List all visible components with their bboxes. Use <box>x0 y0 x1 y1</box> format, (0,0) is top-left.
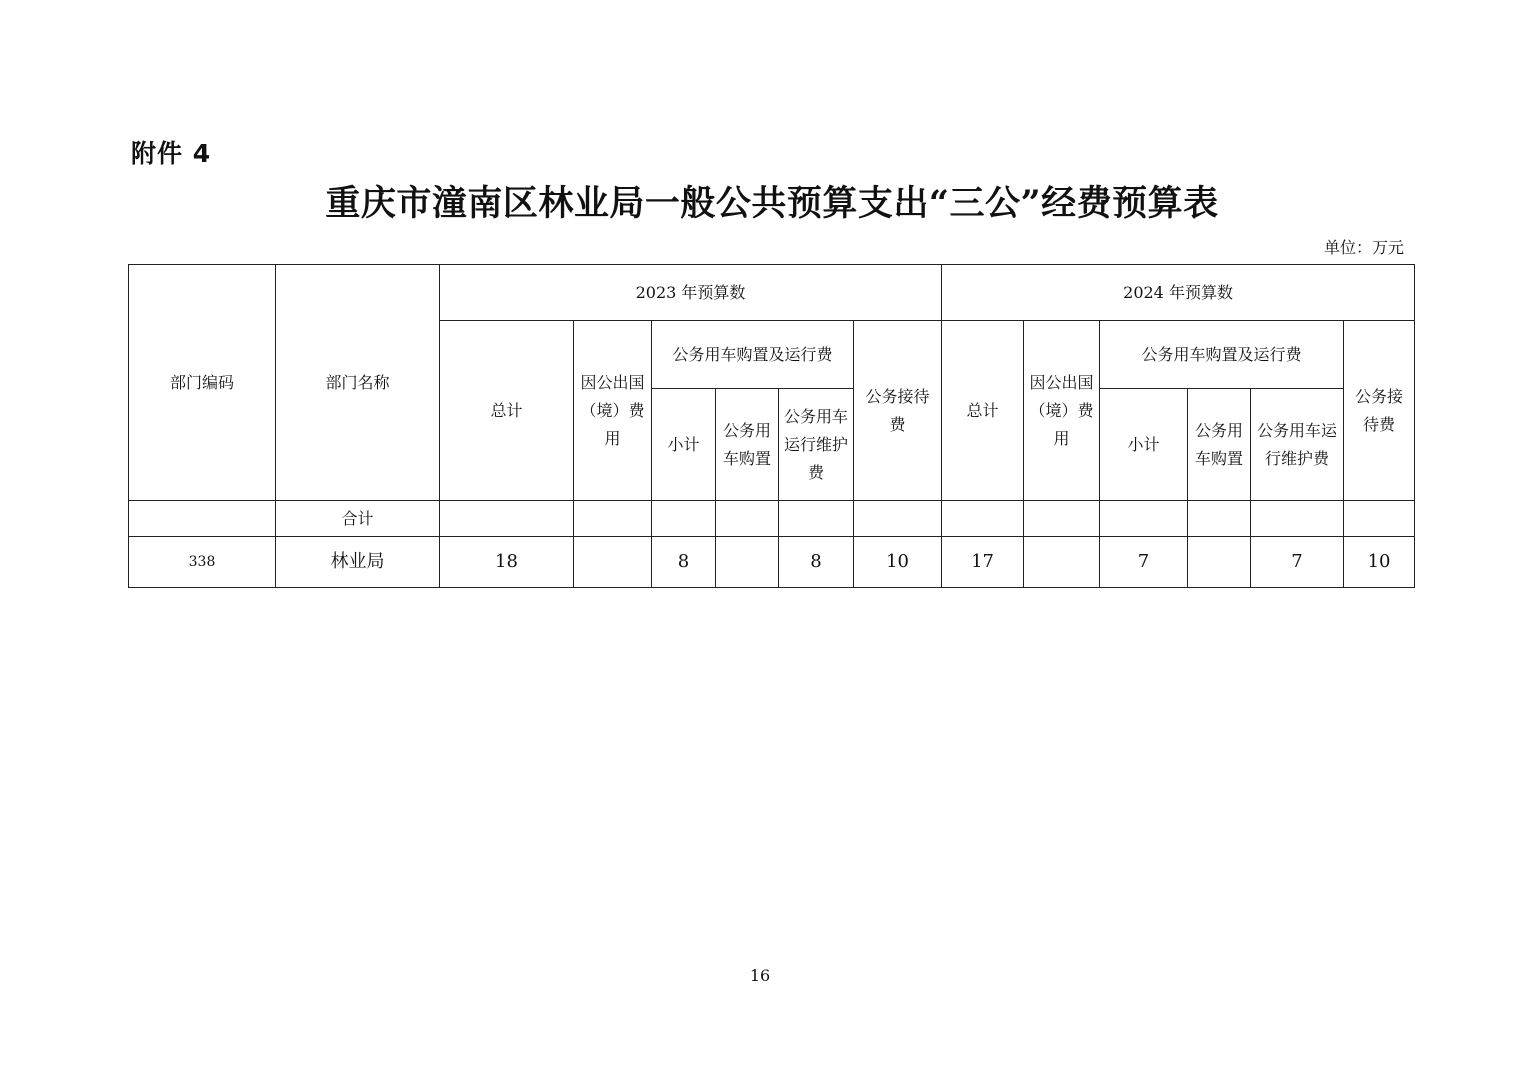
page-number: 16 <box>749 966 771 985</box>
cell-2024-vehicle-operation: 7 <box>1251 537 1344 588</box>
header-2024-vehicle-group: 公务用车购置及运行费 <box>1100 321 1344 389</box>
total-row-cell <box>1188 501 1251 537</box>
dept-code-cell: 338 <box>129 537 276 588</box>
total-row-code <box>129 501 276 537</box>
total-row-cell <box>1024 501 1100 537</box>
budget-table <box>128 264 1415 588</box>
cell-2023-reception: 10 <box>854 537 942 588</box>
header-2024-vehicle-purchase: 公务用车购置 <box>1188 389 1251 501</box>
header-year-2023: 2023 年预算数 <box>440 265 942 321</box>
page-title: 重庆市潼南区林业局一般公共预算支出“三公”经费预算表 <box>325 183 1219 224</box>
header-2023-vehicle-operation: 公务用车运行维护费 <box>779 389 854 501</box>
total-row-cell <box>716 501 779 537</box>
total-row-cell <box>1344 501 1415 537</box>
cell-2023-vehicle-purchase <box>716 537 779 588</box>
total-row-cell <box>1251 501 1344 537</box>
header-2023-vehicle-purchase: 公务用车购置 <box>716 389 779 501</box>
header-2023-total: 总计 <box>440 321 574 501</box>
table-row <box>129 537 1415 588</box>
header-2024-abroad: 因公出国（境）费用 <box>1024 321 1100 501</box>
header-2024-vehicle-operation: 公务用车运行维护费 <box>1251 389 1344 501</box>
total-row-cell <box>1100 501 1188 537</box>
header-2024-reception: 公务接待费 <box>1344 321 1415 501</box>
header-2024-total: 总计 <box>942 321 1024 501</box>
header-row-years <box>129 265 1415 321</box>
total-row-cell <box>854 501 942 537</box>
total-row-cell <box>440 501 574 537</box>
cell-2024-subtotal: 7 <box>1100 537 1188 588</box>
header-2023-subtotal: 小计 <box>652 389 716 501</box>
cell-2023-total: 18 <box>440 537 574 588</box>
header-dept-code: 部门编码 <box>129 265 276 501</box>
attachment-label: 附件 4 <box>131 139 212 168</box>
header-2023-reception: 公务接待费 <box>854 321 942 501</box>
unit-label: 单位：万元 <box>1323 238 1404 257</box>
cell-2023-subtotal: 8 <box>652 537 716 588</box>
header-year-2024: 2024 年预算数 <box>942 265 1415 321</box>
total-row-cell <box>779 501 854 537</box>
cell-2023-vehicle-operation: 8 <box>779 537 854 588</box>
total-row-label: 合计 <box>276 501 440 537</box>
total-row-cell <box>942 501 1024 537</box>
header-dept-name: 部门名称 <box>276 265 440 501</box>
header-2023-vehicle-group: 公务用车购置及运行费 <box>652 321 854 389</box>
total-row <box>129 501 1415 537</box>
header-2024-subtotal: 小计 <box>1100 389 1188 501</box>
total-row-cell <box>574 501 652 537</box>
cell-2023-abroad <box>574 537 652 588</box>
total-row-cell <box>652 501 716 537</box>
cell-2024-reception: 10 <box>1344 537 1415 588</box>
cell-2024-abroad <box>1024 537 1100 588</box>
header-2023-abroad: 因公出国（境）费用 <box>574 321 652 501</box>
cell-2024-vehicle-purchase <box>1188 537 1251 588</box>
cell-2024-total: 17 <box>942 537 1024 588</box>
dept-name-cell: 林业局 <box>276 537 440 588</box>
